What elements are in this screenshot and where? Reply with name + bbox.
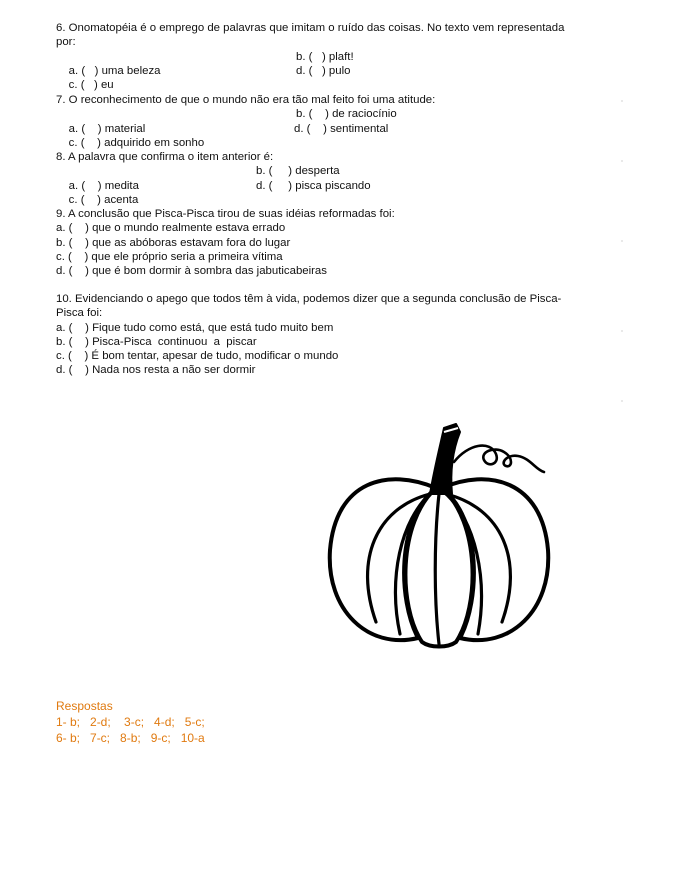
question-9-option-a[interactable]: a. ( ) que o mundo realmente estava errado: [56, 222, 286, 235]
question-7-option-d[interactable]: d. ( ) sentimental: [294, 122, 389, 135]
pumpkin-illustration: [318, 410, 560, 666]
question-8: [56, 150, 616, 206]
question-6-option-c[interactable]: c. ( ) eu: [68, 79, 114, 92]
question-6-option-b[interactable]: b. ( ) plaft!: [296, 50, 354, 63]
question-7: [56, 93, 616, 149]
question-7-option-c[interactable]: c. ( ) adquirido em sonho: [68, 136, 205, 149]
question-6-prompt-line-2: por:: [56, 36, 76, 49]
question-10-option-b[interactable]: b. ( ) Pisca-Pisca continuou a piscar: [56, 335, 257, 348]
question-7-option-a[interactable]: a. ( ) material: [68, 122, 146, 135]
question-10-prompt-line-1: 10. Evidenciando o apego que todos têm à vida, podemos dizer que a segunda conclusão de Pisca-: [56, 293, 562, 305]
question-7-option-b[interactable]: b. ( ) de raciocínio: [296, 108, 397, 121]
question-6-option-a[interactable]: a. ( ) uma beleza: [68, 64, 161, 77]
question-8-option-a[interactable]: a. ( ) medita: [68, 179, 139, 192]
question-10-option-c[interactable]: c. ( ) É bom tentar, apesar de tudo, modificar o mundo: [56, 350, 339, 363]
question-8-options-row-2: [56, 179, 616, 206]
scan-speck: [621, 400, 623, 402]
scan-speck: [621, 160, 623, 162]
question-8-prompt-line-1: 8. A palavra que confirma o item anterior é:: [56, 151, 274, 163]
question-10-prompt-line-2: Pisca foi:: [56, 307, 103, 320]
answer-key-title: Respostas: [56, 699, 113, 713]
answer-key: [56, 698, 205, 746]
question-8-option-c[interactable]: c. ( ) acenta: [68, 193, 139, 206]
question-9-prompt-line-1: 9. A conclusão que Pisca-Pisca tirou de suas idéias reformadas foi:: [56, 208, 395, 220]
question-9-option-b[interactable]: b. ( ) que as abóboras estavam fora do lugar: [56, 236, 291, 249]
scan-speck: [621, 100, 623, 102]
question-6: [56, 21, 616, 92]
answer-key-line-1: 1- b; 2-d; 3-c; 4-d; 5-c;: [56, 715, 205, 729]
scan-speck: [621, 240, 623, 242]
question-10-option-a[interactable]: a. ( ) Fique tudo como está, que está tudo muito bem: [56, 321, 334, 334]
question-6-prompt-line-1: 6. Onomatopéia é o emprego de palavras que imitam o ruído das coisas. No texto vem representada: [56, 22, 565, 34]
question-7-options-row-2: [56, 122, 616, 149]
question-9: [56, 207, 616, 278]
question-8-option-d[interactable]: d. ( ) pisca piscando: [256, 179, 371, 192]
question-10: [56, 292, 616, 378]
question-8-option-b[interactable]: b. ( ) desperta: [256, 165, 340, 178]
scan-speck: [621, 330, 623, 332]
question-9-option-c[interactable]: c. ( ) que ele próprio seria a primeira vítima: [56, 250, 283, 263]
question-6-option-d[interactable]: d. ( ) pulo: [296, 64, 351, 77]
question-7-prompt-line-1: 7. O reconhecimento de que o mundo não era tão mal feito foi uma atitude:: [56, 94, 436, 106]
answer-key-line-2: 6- b; 7-c; 8-b; 9-c; 10-a: [56, 731, 205, 745]
question-9-option-d[interactable]: d. ( ) que é bom dormir à sombra das jabuticabeiras: [56, 265, 327, 278]
question-10-option-d[interactable]: d. ( ) Nada nos resta a não ser dormir: [56, 364, 256, 377]
question-6-options-row-2: [56, 64, 616, 92]
